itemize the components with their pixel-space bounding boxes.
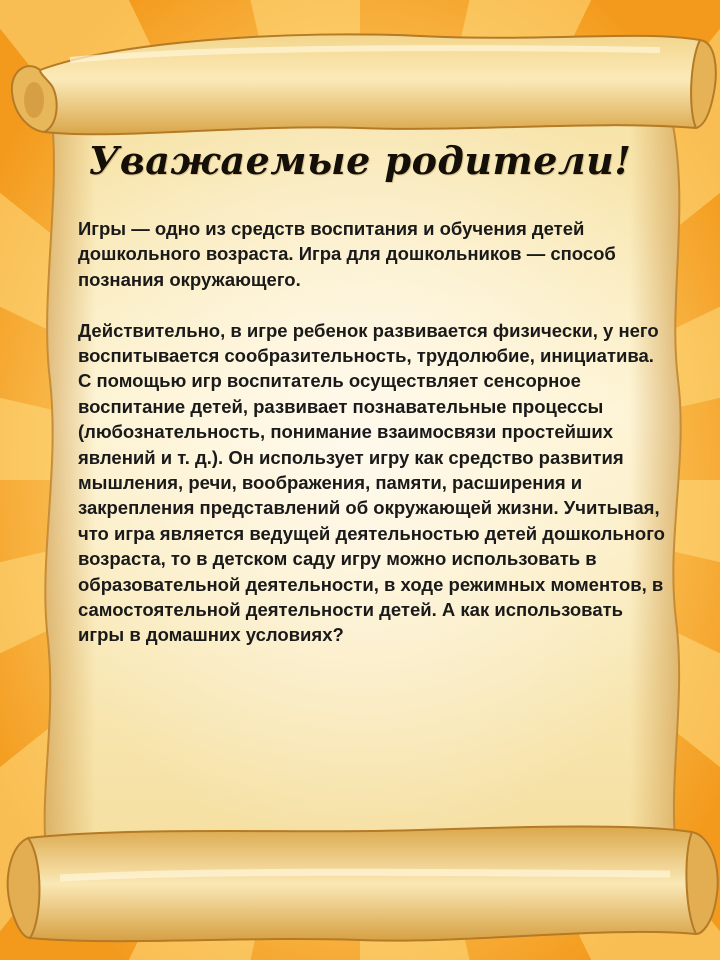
- body-text: [78, 216, 668, 648]
- paragraph-main: Действительно, в игре ребенок развивается физически, у него воспитывается сообразительность, трудолюбие, инициатива. С помощью игр воспитатель осуществляет сенсорное воспитание детей, развивает познавательные процессы (любознательность, понимание взаимосвязи простейших явлений и т. д.). Он использует игру как средство развития мышления, речи, воображения, памяти, расширения и закрепления представлений об окружающей жизни. Учитывая, что игра является ведущей деятельностью детей дошкольного возраста, то в детском саду игру можно использовать в образовательной деятельности, в ходе режимных моментов, в самостоятельной деятельности детей. А как использовать игры в домашних условиях?: [78, 319, 665, 646]
- paragraph-intro: Игры — одно из средств воспитания и обучения детей дошкольного возраста. Игра для дошкольников — способ познания окружающего.: [78, 218, 616, 290]
- bottom-roll: [8, 827, 718, 942]
- page-title: Уважаемые родители!: [88, 138, 632, 183]
- top-roll: [12, 34, 716, 134]
